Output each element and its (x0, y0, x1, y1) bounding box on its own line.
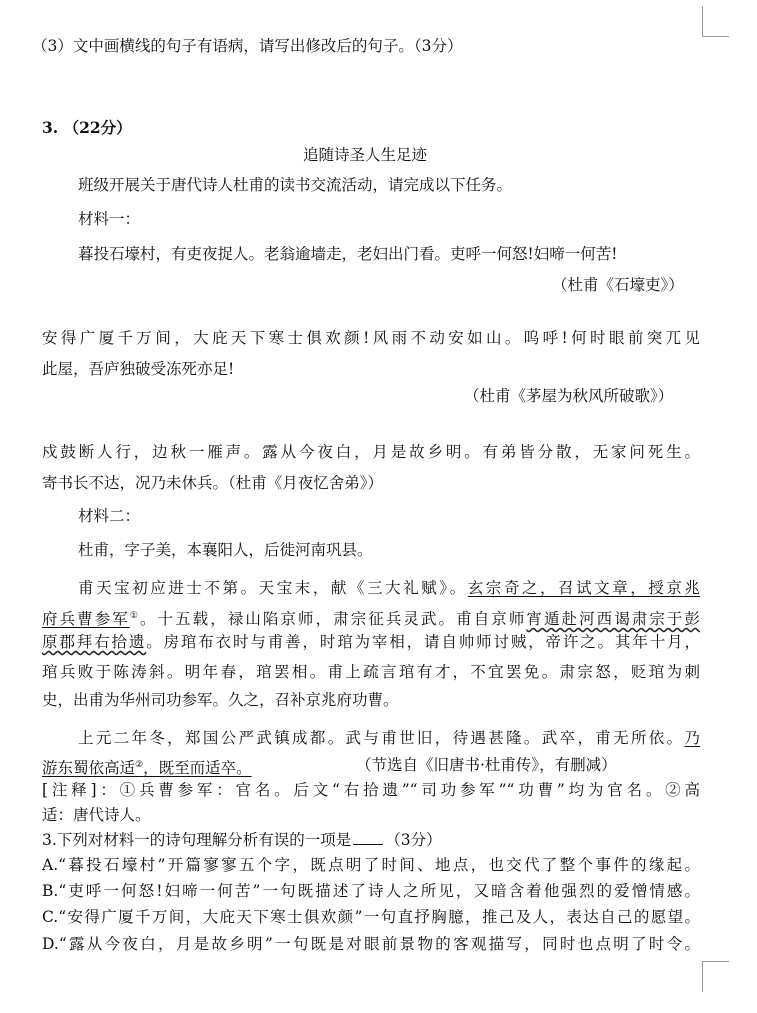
material1-poem3-line1: 戍鼓断人行，边秋一雁声。露从今夜白，月是故乡明。有弟皆分散，无家问死生。 (42, 443, 700, 461)
underlined-sentence-a: 玄宗奇之，召试文章，授京兆 (467, 579, 700, 597)
material1-poem2-line2: 此屋，吾庐独破受冻死亦足! (42, 360, 235, 378)
sub-question-3 (42, 830, 442, 850)
page-corner-mark-bottom (702, 961, 729, 992)
page-corner-mark-top (702, 6, 729, 37)
para3-line1-plain: 上元二年冬，郑国公严武镇成都。武与甫世旧，待遇甚隆。武卒，甫无所依。 (78, 729, 685, 747)
para2-line3-plain: 。房琯布衣时与甫善，时琯为宰相，请自帅师讨贼，帝许之。其年十月， (146, 633, 700, 651)
option-b: B.“吏呼一何怒!妇啼一何苦”一句既描述了诗人之所见，又暗含着他强烈的爱憎情感。 (42, 882, 700, 900)
note-line1: [注释]：①兵曹参军：官名。后文“右拾遗”“司功参军”“功曹”均为官名。②高 (42, 781, 700, 799)
option-d: D.“露从今夜白，月是故乡明”一句既是对眼前景物的客观描写，同时也点明了时令。 (42, 935, 700, 953)
footnote-marker-1: ① (129, 611, 140, 621)
material1-poem1: 暮投石壕村，有吏夜捉人。老翁逾墙走，老妇出门看。吏呼一何怒!妇啼一何苦! (78, 245, 618, 263)
q3-intro: 班级开展关于唐代诗人杜甫的读书交流活动，请完成以下任务。 (78, 176, 513, 194)
underlined-sentence-b: 乃 (684, 729, 700, 747)
sub-question-text: 3.下列对材料一的诗句理解分析有误的一项是 (42, 831, 352, 849)
material2-para1: 杜甫，字子美，本襄阳人，后徙河南巩县。 (78, 541, 373, 559)
option-a: A.“暮投石壕村”开篇寥寥五个字，既点明了时间、地点，也交代了整个事件的缘起。 (42, 856, 700, 874)
note-line2: 适：唐代诗人。 (42, 806, 151, 824)
answer-blank[interactable] (353, 830, 383, 845)
material1-poem3-line2: 寄书长不达，况乃未休兵。（杜甫《月夜忆舍弟》） (42, 474, 384, 492)
material2-label: 材料二： (78, 507, 141, 525)
underlined-sentence-b-text: 游东蜀依高适 (42, 759, 136, 778)
q3-points: （22分） (63, 118, 132, 137)
footnote-marker-2: ② (135, 760, 144, 770)
para2-line2-plain: 。十五载，禄山陷京师，肃宗征兵灵武。甫自京师 (139, 610, 527, 629)
material1-poem2-source: （杜甫《茅屋为秋风所破歌》） (464, 387, 674, 405)
material2-para2-line5: 史，出甫为华州司功参军。久之，召补京兆府功曹。 (42, 691, 399, 709)
material2-para3-line2 (42, 755, 252, 778)
material1-poem1-source: （杜甫《石壕吏》） (552, 276, 684, 294)
option-c: C.“安得广厦千万间，大庇天下寒士俱欢颜”一句直抒胸臆，推己及人，表达自己的愿望。 (42, 908, 700, 926)
material1-label: 材料一： (78, 210, 141, 228)
underlined-sentence-b-cont (42, 759, 252, 777)
wavy-underlined-sentence: 宵遁赴河西谒肃宗于彭 (526, 610, 700, 629)
sub-question-points: （3分） (385, 831, 442, 849)
material2-para2-line3 (42, 632, 700, 652)
material2-para2-line4: 琯兵败于陈涛斜。明年春，琯罢相。甫上疏言琯有才，不宜罢免。肃宗怒，贬琯为刺 (42, 663, 700, 681)
q3-heading (42, 118, 132, 138)
underlined-sentence-b-end: ，既至而适卒。 (143, 759, 252, 778)
material2-para3-line1 (78, 728, 700, 748)
q2-sub3-text: （3）文中画横线的句子有语病，请写出修改后的句子。（3分） (32, 37, 463, 55)
material2-source: （节选自《旧唐书·杜甫传》，有删减） (356, 756, 617, 774)
material2-para2-line1 (78, 578, 700, 598)
underlined-sentence-a-cont: 府兵曹参军 (42, 610, 130, 629)
q3-number: 3. (42, 118, 59, 137)
material1-poem2-line1: 安得广厦千万间，大庇天下寒士俱欢颜!风雨不动安如山。呜呼!何时眼前突兀见 (42, 329, 700, 347)
material2-para2-line2 (42, 606, 700, 629)
q3-title: 追随诗圣人生足迹 (303, 146, 428, 164)
wavy-underlined-sentence-cont: 原郡拜右拾遗 (42, 633, 147, 651)
para2-line1-plain: 甫天宝初应进士不第。天宝末，献《三大礼赋》。 (78, 579, 468, 597)
